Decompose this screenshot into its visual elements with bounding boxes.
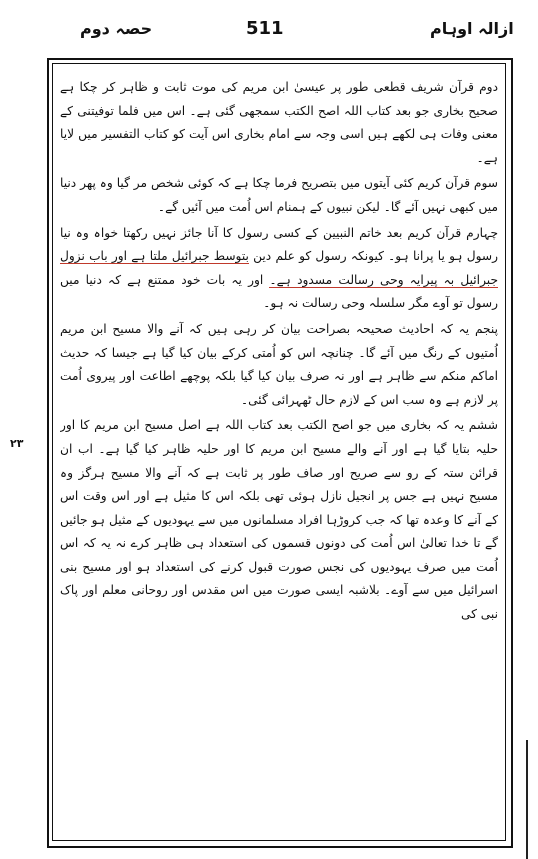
body-text [60,76,498,836]
book-title: ازالہ اوہام [430,19,514,38]
paragraph-fifth: پنجم یہ کہ احادیث صحیحہ بصراحت بیان کر رہی ہیں کہ آنے والا مسیح ابن مریم اُمتیوں کے رنگ میں آئے گا۔ چنانچہ اس کو اُمتی کرکے بیان کیا گیا ہے جیسا کہ حدیث اماکم منکم سے ظاہر ہے اور نہ صرف بیان کیا گیا بلکہ پوچھے اطاعت اور پیروی اُمت پر لازم ہے وہ سب اس کے لازم حال ٹھہرائی گئی۔ [60,321,498,407]
paragraph-fourth [60,222,498,316]
paragraph-sixth: ششم یہ کہ بخاری میں جو اصح الکتب بعد کتاب اللہ ہے اصل مسیح ابن مریم کا اور حلیہ بتایا گیا ہے اور آنے والے مسیح ابن مریم کا اور حلیہ ظاہر کیا گیا ہے۔ اب ان قرائن ستہ کے رو سے صریح اور صاف طور پر ثابت ہے کہ آنے والا مسیح ہرگز وہ مسیح نہیں ہے جس پر انجیل نازل ہوئی تھی بلکہ اس کا مثیل ہے اور اس وقت اس کے آنے کا وعدہ تھا کہ جب کروڑہا افراد مسلمانوں میں سے یہودیوں کے مثیل ہو جائیں گے تا خدا تعالیٰ اس اُمت کی دونوں قسموں کی استعداد ہی ظاہر کرے نہ یہ کہ اس اُمت میں صرف یہودیوں کی نجس صورت قبول کرنے کی استعداد ہو اور مسیح بنی اسرائیل میں سے آوے۔ بلاشبہ ایسی صورت میں اس مقدس اور روحانی معلم اور پاک نبی کی [60,418,498,622]
page-number: 511 [246,18,284,39]
underlined-phrase: بتوسط جبرائیل ملتا ہے اور باب نزول جبرائیل بہ پیرایہ وحی رسالت مسدود ہے۔ [60,249,498,287]
page-edge-rule [526,740,528,859]
paragraph-second: دوم قرآن شریف قطعی طور پر عیسیٰ ابن مریم کی موت ثابت و ظاہر کر چکا ہے صحیح بخاری جو بعد کتاب اللہ اصح الکتب سمجھی گئی ہے۔ اس میں فلما توفیتنی کے معنی وفات ہی لکھے ہیں اسی وجہ سے امام بخاری اس آیت کو کتاب التفسیر میں لایا ہے۔ [60,80,498,165]
paragraph-fourth-text: چہارم قرآن کریم بعد خاتم النبیین کے کسی رسول کا آنا جائز نہیں رکھتا خواہ وہ نیا رسول ہو یا پرانا ہو۔ کیونکہ رسول کو علم دین بتوسط جبرائیل ملتا ہے اور باب نزول جبرائیل بہ پیرایہ وحی رسالت مسدود ہے۔ اور یہ بات خود ممتنع ہے کہ دنیا میں رسول تو آوے مگر سلسلہ وحی رسالت نہ ہو۔ [60,225,498,311]
paragraph-third: سوم قرآن کریم کئی آیتوں میں بتصریح فرما چکا ہے کہ کوئی شخص مر گیا وہ پھر دنیا میں کبھی نہیں آئے گا۔ لیکن نبیوں کے ہمنام اس اُمت میں آئیں گے۔ [60,176,498,214]
margin-marker: ۲۳ [10,437,24,450]
part-label: حصہ دوم [80,19,153,38]
